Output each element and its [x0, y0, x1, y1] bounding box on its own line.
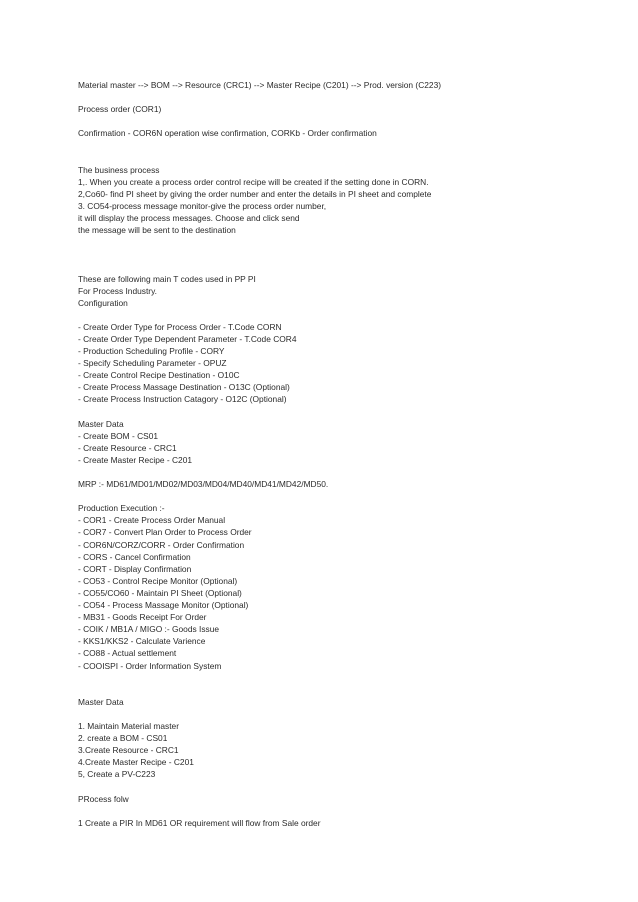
text-block [78, 273, 598, 309]
text-block [78, 502, 598, 671]
text-line: 1. Maintain Material master [78, 720, 180, 731]
text-line: - COR7 - Convert Plan Order to Process Order [78, 527, 252, 538]
text-line: These are following main T codes used in PP PI [78, 273, 256, 284]
text-line: 3. CO54-process message monitor-give the process order number, [78, 200, 327, 211]
text-line: - KKS1/KKS2 - Calculate Varience [78, 636, 206, 647]
blank-line [78, 260, 598, 272]
text-line: PRocess folw [78, 793, 129, 804]
blank-line [78, 672, 598, 684]
text-line: Process order (COR1) [78, 104, 162, 115]
blank-line [78, 248, 598, 260]
text-line: - CO53 - Control Recipe Monitor (Optional) [78, 575, 238, 586]
text-line: - CORT - Display Confirmation [78, 563, 192, 574]
document-body [78, 79, 598, 829]
text-line: the message will be sent to the destination [78, 225, 236, 236]
blank-line [78, 805, 598, 817]
text-block [78, 817, 598, 829]
text-line: 4.Create Master Recipe - C201 [78, 757, 194, 768]
text-line: - Create Order Type Dependent Parameter - T.Code COR4 [78, 333, 297, 344]
text-line: - COR1 - Create Process Order Manual [78, 515, 226, 526]
text-line: - Create Order Type for Process Order - T.Code CORN [78, 321, 282, 332]
text-line: - CO54 - Process Massage Monitor (Optional) [78, 600, 249, 611]
text-line: Production Execution :- [78, 503, 165, 514]
text-line: - CORS - Cancel Confirmation [78, 551, 191, 562]
text-line: - COR6N/CORZ/CORR - Order Confirmation [78, 539, 245, 550]
text-line: - COIK / MB1A / MIGO :- Goods Issue [78, 624, 220, 635]
text-line: - Create Process Instruction Catagory - O12C (Optional) [78, 394, 287, 405]
text-line: Configuration [78, 297, 128, 308]
text-block [78, 478, 598, 490]
text-line: Confirmation - COR6N operation wise confirmation, CORKb - Order confirmation [78, 128, 377, 139]
text-line: 1 Create a PIR In MD61 OR requirement will flow from Sale order [78, 817, 321, 828]
text-line: Master Data [78, 696, 124, 707]
text-line: - Create Process Massage Destination - O13C (Optional) [78, 382, 290, 393]
blank-line [78, 236, 598, 248]
text-line: For Process Industry. [78, 285, 157, 296]
text-line: - Create Control Recipe Destination - O10C [78, 370, 240, 381]
text-line: - CO88 - Actual settlement [78, 648, 177, 659]
blank-line [78, 780, 598, 792]
blank-line [78, 91, 598, 103]
text-line: Material master --> BOM --> Resource (CRC1) --> Master Recipe (C201) --> Prod. version (C223) [78, 80, 442, 90]
text-line: Master Data [78, 418, 124, 429]
text-line: - Specify Scheduling Parameter - OPUZ [78, 358, 227, 369]
text-line: 2. create a BOM - CS01 [78, 733, 168, 744]
text-block [78, 696, 598, 708]
text-line: MRP :- MD61/MD01/MD02/MD03/MD04/MD40/MD41/MD42/MD50. [78, 479, 329, 490]
text-block [78, 79, 598, 91]
blank-line [78, 115, 598, 127]
text-block [78, 164, 598, 237]
blank-line [78, 139, 598, 151]
text-line: 1,. When you create a process order control recipe will be created if the setting done in CORN. [78, 176, 429, 187]
text-block [78, 418, 598, 466]
blank-line [78, 466, 598, 478]
text-line: - Create BOM - CS01 [78, 430, 159, 441]
text-line: - Create Resource - CRC1 [78, 442, 177, 453]
text-line: - CO55/CO60 - Maintain PI Sheet (Optional) [78, 587, 242, 598]
text-block [78, 103, 598, 115]
blank-line [78, 684, 598, 696]
text-block [78, 720, 598, 780]
text-block [78, 127, 598, 139]
blank-line [78, 490, 598, 502]
text-line: 3.Create Resource - CRC1 [78, 745, 179, 756]
text-line: 2,Co60- find PI sheet by giving the order number and enter the details in PI sheet and complete [78, 188, 432, 199]
text-line: The business process [78, 164, 160, 175]
text-line: - COOISPI - Order Information System [78, 660, 222, 671]
text-line: - MB31 - Goods Receipt For Order [78, 612, 207, 623]
blank-line [78, 152, 598, 164]
blank-line [78, 309, 598, 321]
text-line: - Create Master Recipe - C201 [78, 454, 193, 465]
text-line: it will display the process messages. Choose and click send [78, 213, 300, 224]
text-block [78, 793, 598, 805]
text-block [78, 321, 598, 406]
blank-line [78, 708, 598, 720]
text-line: - Production Scheduling Profile - CORY [78, 346, 225, 357]
text-line: 5, Create a PV-C223 [78, 769, 156, 780]
blank-line [78, 406, 598, 418]
